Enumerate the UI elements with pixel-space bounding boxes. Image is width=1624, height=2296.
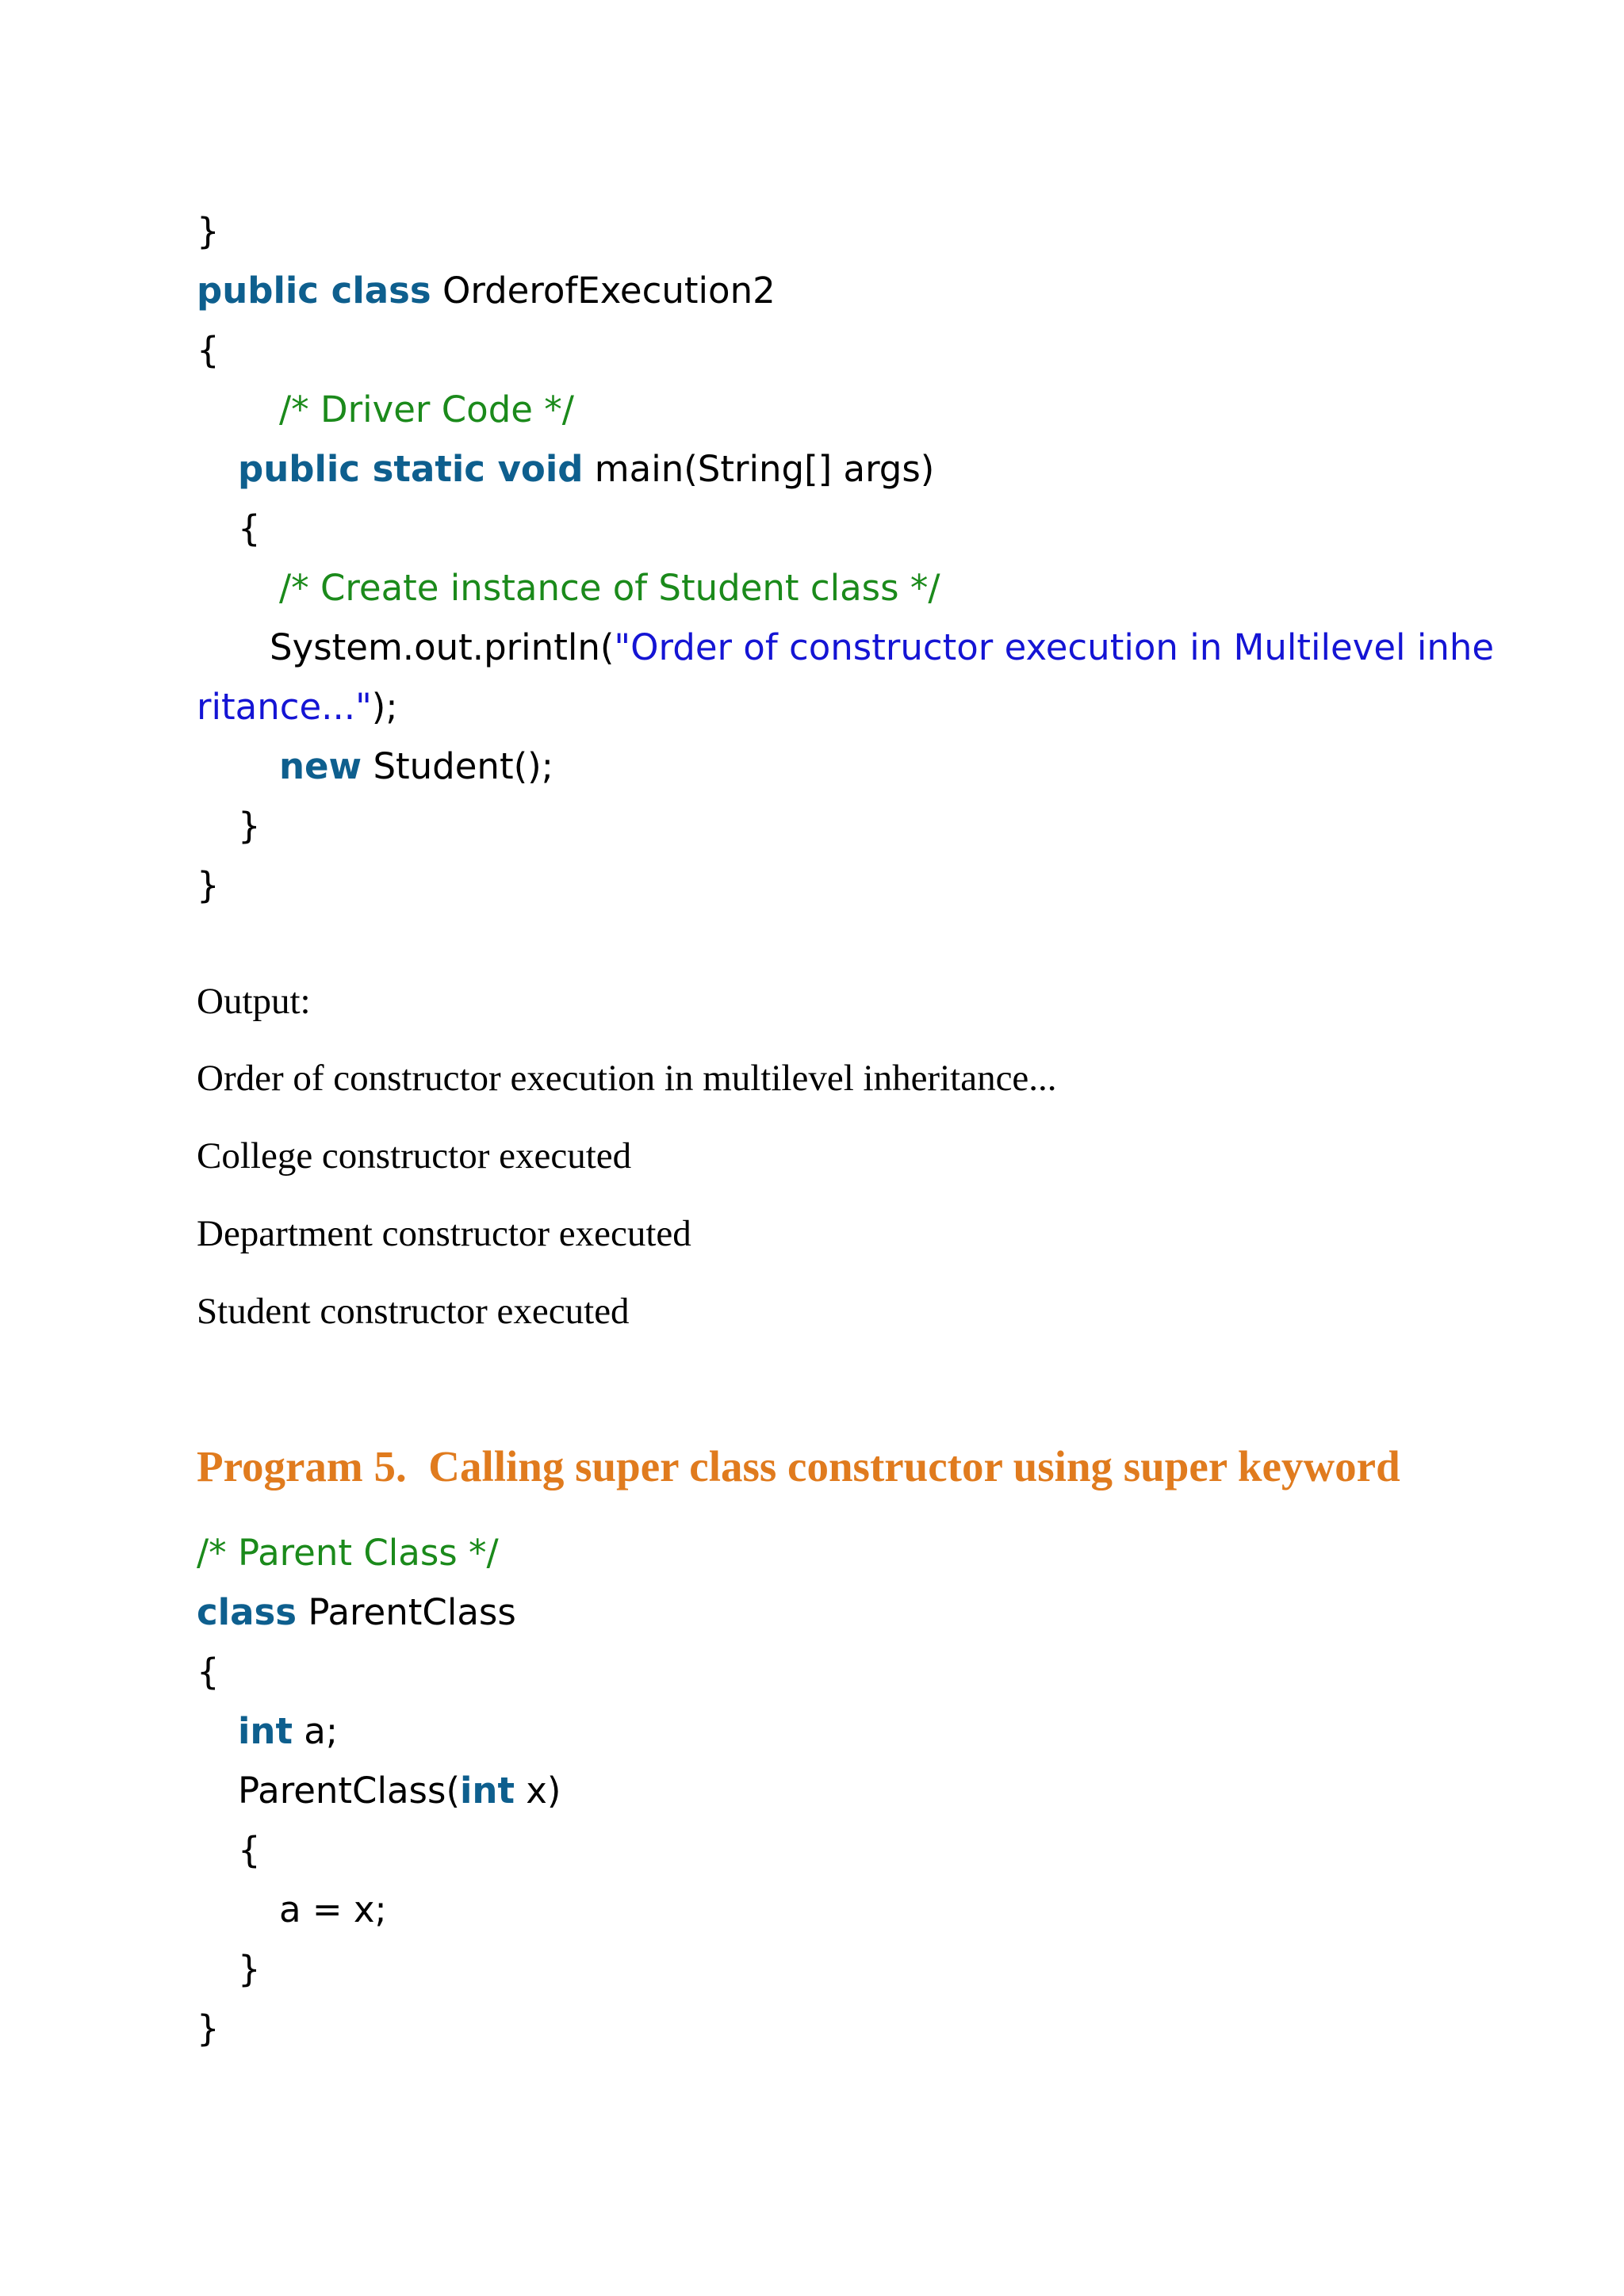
keyword-int: int <box>238 1710 293 1752</box>
string-literal: ritance..." <box>197 686 372 728</box>
field-name: a; <box>292 1710 339 1752</box>
code-line-close-brace-class <box>197 862 220 909</box>
brace: } <box>197 864 220 906</box>
code-line-open-brace-main <box>238 505 261 553</box>
comment: /* Parent Class */ <box>197 1532 499 1574</box>
code-line-comment-driver <box>279 386 574 434</box>
brace: { <box>238 1829 261 1871</box>
code-line-println <box>270 624 1494 672</box>
output-line: Student constructor executed <box>197 1291 630 1332</box>
brace: { <box>197 329 220 371</box>
code-line-comment-parent <box>197 1529 499 1577</box>
assignment: a = x; <box>279 1888 387 1931</box>
main-signature: main(String[] args) <box>583 448 935 490</box>
println-call: System.out.println( <box>270 626 615 668</box>
code-line-comment-create <box>279 564 940 612</box>
comment: /* Create instance of Student class */ <box>279 567 940 609</box>
code-line-new-student <box>279 743 553 790</box>
code-line-class-declaration <box>197 1589 516 1636</box>
brace: { <box>197 1651 220 1693</box>
code-line-class-declaration <box>197 267 776 315</box>
code-line-assignment <box>279 1886 387 1934</box>
code-line-close-brace-ctor <box>238 1946 261 1993</box>
constructor-param: x) <box>514 1770 561 1812</box>
class-name: ParentClass <box>297 1591 516 1633</box>
keyword-class: class <box>197 1591 297 1633</box>
code-line-constructor <box>238 1767 561 1815</box>
brace: { <box>238 507 261 549</box>
code-line-main-signature <box>238 446 934 493</box>
code-line-open-brace <box>197 1648 220 1696</box>
class-name: OrderofExecution2 <box>431 270 776 312</box>
output-line: Department constructor executed <box>197 1213 691 1254</box>
code-line-open-brace <box>197 327 220 374</box>
code-line-println-continued <box>197 683 398 731</box>
code-line-field <box>238 1708 338 1755</box>
output-line: Order of constructor execution in multilevel inheritance... <box>197 1058 1057 1099</box>
code-line-close-brace <box>197 208 220 255</box>
statement-end: ); <box>371 686 398 728</box>
constructor-name: ParentClass( <box>238 1770 460 1812</box>
output-line: College constructor executed <box>197 1135 632 1177</box>
brace: } <box>197 2007 220 2049</box>
string-literal: "Order of constructor execution in Multilevel inhe <box>614 626 1495 668</box>
section-heading: Program 5. Calling super class constructor using super keyword <box>197 1442 1400 1490</box>
brace: } <box>197 210 220 252</box>
keyword-public-class: public class <box>197 270 431 312</box>
brace: } <box>238 805 261 847</box>
keyword-public-static-void: public static void <box>238 448 584 490</box>
constructor-call: Student(); <box>362 745 553 787</box>
comment: /* Driver Code */ <box>279 388 574 430</box>
keyword-new: new <box>279 745 362 787</box>
code-line-open-brace-ctor <box>238 1827 261 1874</box>
brace: } <box>238 1948 261 1990</box>
output-label: Output: <box>197 981 311 1022</box>
code-line-close-brace-class <box>197 2005 220 2053</box>
keyword-int: int <box>460 1770 515 1812</box>
code-line-close-brace-main <box>238 802 261 850</box>
